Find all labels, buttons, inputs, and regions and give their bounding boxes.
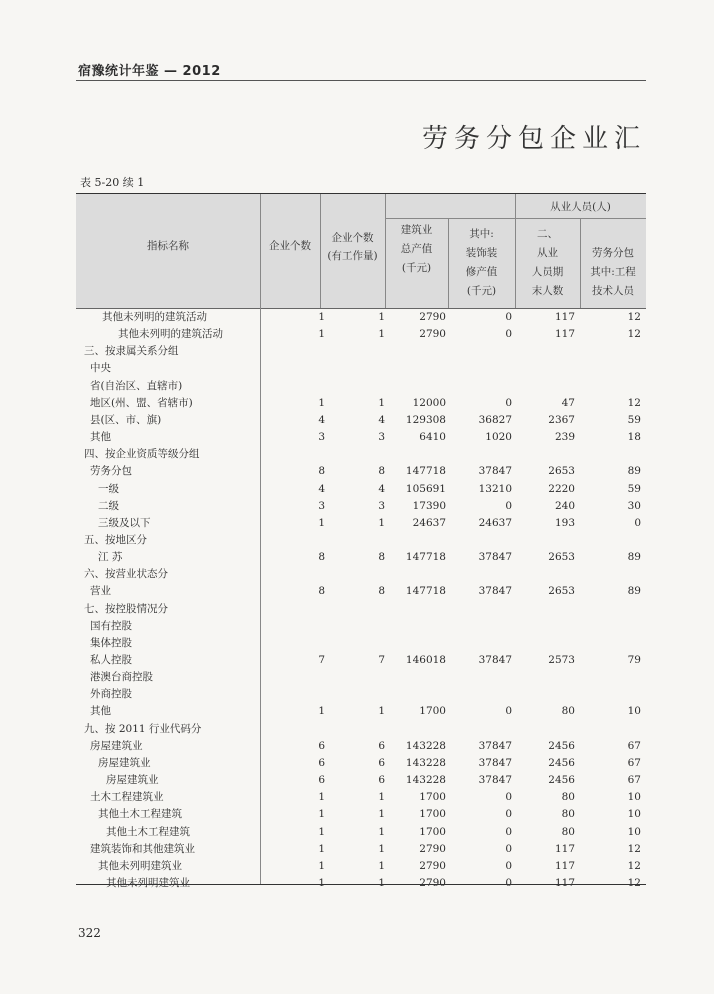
table-row [76,549,646,566]
row-tech-staff: 12 [627,396,641,409]
row-num-active: 1 [378,516,385,529]
table-row [76,532,646,549]
row-tech-staff: 59 [627,413,641,426]
row-tech-staff: 67 [627,774,641,787]
table-row [76,635,646,652]
row-num-enterprises: 6 [318,739,325,752]
row-num-active: 1 [378,791,385,804]
table-row [76,378,646,395]
row-output: 143228 [405,756,446,769]
section-title: 劳务分包企业汇 [421,124,646,154]
row-name: 其他未列明建筑业 [98,859,182,872]
header-decor-line2: 装饰装 [465,247,498,259]
row-num-enterprises: 1 [318,842,325,855]
header-num-enterprises: 企业个数 [269,240,311,252]
row-name: 七、按控股情况分 [84,602,168,615]
row-num-active: 6 [378,756,385,769]
row-name: 房屋建筑业 [90,739,143,752]
row-name: 土木工程建筑业 [90,791,164,804]
header-staff-end-line4: 末人数 [531,285,564,297]
row-staff-end: 2456 [548,739,575,752]
row-num-active: 4 [378,413,385,426]
row-name: 建筑装饰和其他建筑业 [90,842,195,855]
row-staff-end: 117 [554,842,575,855]
table-row [76,789,646,806]
row-name: 私人控股 [90,654,132,666]
row-output: 1700 [419,705,446,718]
row-tech-staff: 12 [627,842,641,855]
row-tech-staff: 89 [627,465,641,478]
row-decor-output: 0 [505,808,512,821]
row-output: 1700 [419,825,446,838]
table-row [76,824,646,841]
row-num-enterprises: 8 [318,551,325,564]
row-num-active: 8 [378,465,385,478]
row-tech-staff: 89 [627,551,641,564]
row-num-active: 1 [378,876,385,889]
row-num-enterprises: 6 [318,774,325,787]
row-decor-output: 0 [505,499,512,512]
row-decor-output: 0 [505,705,512,718]
row-output: 24637 [412,516,446,529]
row-decor-output: 37847 [478,551,512,564]
table-row [76,755,646,772]
row-tech-staff: 30 [627,499,641,512]
row-output: 2790 [419,328,446,341]
row-num-enterprises: 8 [318,465,325,478]
row-name: 劳务分包 [90,465,132,478]
header-rule [76,80,646,81]
row-decor-output: 37847 [478,465,512,478]
row-tech-staff: 10 [627,825,641,838]
table-row [76,566,646,583]
row-num-active: 1 [378,311,385,323]
table-row [76,858,646,875]
row-tech-staff: 10 [627,808,641,821]
row-staff-end: 117 [554,876,575,889]
row-staff-end: 117 [554,328,575,341]
table-row [76,583,646,600]
row-num-enterprises: 1 [318,328,325,341]
row-decor-output: 0 [505,876,512,889]
row-tech-staff: 89 [627,585,641,598]
page-number: 322 [78,926,101,940]
row-num-enterprises: 8 [318,585,325,598]
header-output-line2: 总产值 [400,243,433,255]
row-decor-output: 1020 [485,431,512,444]
table-row [76,343,646,360]
header-staff-end-line2: 从业 [537,247,558,259]
row-name: 四、按企业资质等级分组 [84,448,200,461]
header-staff-tech-line2: 其中:工程 [590,266,636,278]
row-name: 县(区、市、旗) [90,413,162,426]
table-row [76,686,646,703]
table-row [76,498,646,515]
row-output: 143228 [405,774,446,787]
row-staff-end: 2367 [548,413,575,426]
table-top-rule [76,193,646,194]
row-name: 集体控股 [90,636,132,649]
header-active-line1: 企业个数 [331,232,374,244]
table-row [76,463,646,480]
table-row [76,652,646,669]
header-decor-line4: (千元) [466,285,497,297]
row-staff-end: 117 [554,859,575,872]
row-staff-end: 80 [561,825,575,838]
row-decor-output: 37847 [478,756,512,769]
table-row [76,515,646,532]
row-decor-output: 0 [505,311,512,323]
row-staff-end: 2653 [548,551,575,564]
row-output: 129308 [405,413,446,426]
row-tech-staff: 59 [627,482,641,495]
header-output-line3: (千元) [401,262,432,274]
row-tech-staff: 18 [627,431,641,444]
row-tech-staff: 12 [627,859,641,872]
header-decor-line1: 其中: [469,228,494,240]
row-num-active: 7 [378,654,385,666]
row-num-active: 1 [378,705,385,718]
row-name: 其他土木工程建筑 [106,825,190,838]
row-num-active: 3 [378,431,385,444]
row-name: 九、按 2011 行业代码分 [84,722,202,735]
row-decor-output: 0 [505,396,512,409]
header-staff-end-line3: 人员期 [531,266,564,278]
row-staff-end: 2456 [548,774,575,787]
table-row [76,772,646,789]
row-name: 外商控股 [90,688,132,701]
row-num-active: 4 [378,482,385,495]
row-output: 146018 [405,654,446,666]
row-decor-output: 0 [505,825,512,838]
row-num-active: 1 [378,396,385,409]
table-row [76,395,646,412]
table-row [76,360,646,377]
row-name: 五、按地区分 [84,533,147,546]
row-staff-end: 47 [561,396,575,409]
row-num-enterprises: 3 [318,499,325,512]
row-output: 105691 [405,482,446,495]
row-staff-end: 2220 [548,482,575,495]
row-staff-end: 193 [554,516,575,529]
row-num-enterprises: 1 [318,705,325,718]
row-staff-end: 2456 [548,756,575,769]
header-staff-group: 从业人员(人) [550,201,611,213]
row-staff-end: 80 [561,808,575,821]
row-output: 6410 [419,431,446,444]
row-output: 2790 [419,876,446,889]
row-decor-output: 0 [505,328,512,341]
row-num-active: 1 [378,808,385,821]
header-staff-tech-line3: 技术人员 [592,285,634,297]
row-decor-output: 0 [505,859,512,872]
row-output: 12000 [412,396,446,409]
row-name: 其他未列明的建筑活动 [102,311,207,323]
row-staff-end: 2573 [548,654,575,666]
table-row [76,721,646,738]
row-name: 房屋建筑业 [106,774,159,787]
row-decor-output: 36827 [478,413,512,426]
row-num-active: 1 [378,859,385,872]
row-output: 143228 [405,739,446,752]
row-num-enterprises: 1 [318,825,325,838]
row-num-enterprises: 4 [318,482,325,495]
row-decor-output: 37847 [478,654,512,666]
row-num-enterprises: 1 [318,396,325,409]
row-decor-output: 37847 [478,774,512,787]
row-num-enterprises: 1 [318,876,325,889]
row-num-active: 8 [378,585,385,598]
row-output: 2790 [419,859,446,872]
table-row [76,446,646,463]
header-divider [385,218,646,219]
table-row [76,601,646,618]
row-name: 其他土木工程建筑 [98,808,182,821]
row-staff-end: 239 [554,431,575,444]
header-decor-line3: 修产值 [465,266,498,278]
row-name: 其他 [90,705,111,718]
row-tech-staff: 12 [627,876,641,889]
row-output: 2790 [419,842,446,855]
row-tech-staff: 12 [627,311,641,323]
row-output: 1700 [419,791,446,804]
table-row [76,841,646,858]
table-row [76,481,646,498]
table-row [76,429,646,446]
table-row [76,412,646,429]
row-num-active: 8 [378,551,385,564]
row-num-active: 3 [378,499,385,512]
row-num-enterprises: 3 [318,431,325,444]
header-active-line2: (有工作量) [327,250,378,262]
row-tech-staff: 0 [634,516,641,529]
row-output: 1700 [419,808,446,821]
row-staff-end: 80 [561,791,575,804]
row-output: 147718 [405,465,446,478]
header-indicator: 指标名称 [147,240,189,252]
row-decor-output: 0 [505,791,512,804]
row-tech-staff: 79 [627,654,641,666]
running-header-title: 宿豫统计年鉴 — 2012 [78,64,221,79]
row-num-enterprises: 1 [318,311,325,323]
table-row [76,738,646,755]
row-tech-staff: 67 [627,756,641,769]
row-name: 房屋建筑业 [98,756,151,769]
row-num-enterprises: 1 [318,859,325,872]
row-decor-output: 37847 [478,585,512,598]
row-name: 营业 [90,585,111,598]
row-tech-staff: 12 [627,328,641,341]
row-name: 一级 [98,482,119,495]
row-name: 中央 [90,362,111,375]
table-row [76,326,646,343]
row-decor-output: 24637 [478,516,512,529]
table-row [76,669,646,686]
row-output: 147718 [405,551,446,564]
row-name: 国有控股 [90,619,132,632]
row-decor-output: 37847 [478,739,512,752]
header-output-line1: 建筑业 [400,224,433,236]
row-num-enterprises: 1 [318,808,325,821]
row-name: 其他 [90,431,111,444]
row-name: 港澳台商控股 [90,671,153,684]
row-decor-output: 0 [505,842,512,855]
row-tech-staff: 67 [627,739,641,752]
row-num-active: 6 [378,739,385,752]
row-num-active: 1 [378,825,385,838]
row-name: 六、按营业状态分 [84,568,168,581]
table-row [76,806,646,823]
table-row [76,309,646,326]
row-name: 三级及以下 [98,516,151,529]
row-staff-end: 240 [554,499,575,512]
table-row [76,703,646,720]
row-staff-end: 2653 [548,585,575,598]
row-num-enterprises: 1 [318,516,325,529]
row-num-enterprises: 4 [318,413,325,426]
row-num-active: 6 [378,774,385,787]
row-num-enterprises: 7 [318,654,325,666]
row-name: 地区(州、盟、省辖市) [90,396,193,409]
row-name: 其他未列明的建筑活动 [118,328,223,341]
row-num-active: 1 [378,842,385,855]
row-staff-end: 2653 [548,465,575,478]
table-bottom-rule [76,884,646,885]
row-tech-staff: 10 [627,791,641,804]
row-name: 省(自治区、直辖市) [90,379,183,392]
row-num-enterprises: 6 [318,756,325,769]
row-output: 147718 [405,585,446,598]
row-staff-end: 80 [561,705,575,718]
row-tech-staff: 10 [627,705,641,718]
row-output: 2790 [419,311,446,323]
row-decor-output: 13210 [478,482,512,495]
row-output: 17390 [412,499,446,512]
header-staff-end-line1: 二、 [537,228,558,240]
row-name: 其他未列明建筑业 [106,876,190,889]
table-row [76,618,646,635]
table-caption: 表 5-20 续 1 [80,176,145,189]
row-name: 江 苏 [98,551,123,564]
row-name: 二级 [98,499,119,512]
row-num-enterprises: 1 [318,791,325,804]
row-name: 三、按隶属关系分组 [84,345,179,358]
row-num-active: 1 [378,328,385,341]
row-staff-end: 117 [554,311,575,323]
header-staff-tech-line1: 劳务分包 [592,247,634,259]
